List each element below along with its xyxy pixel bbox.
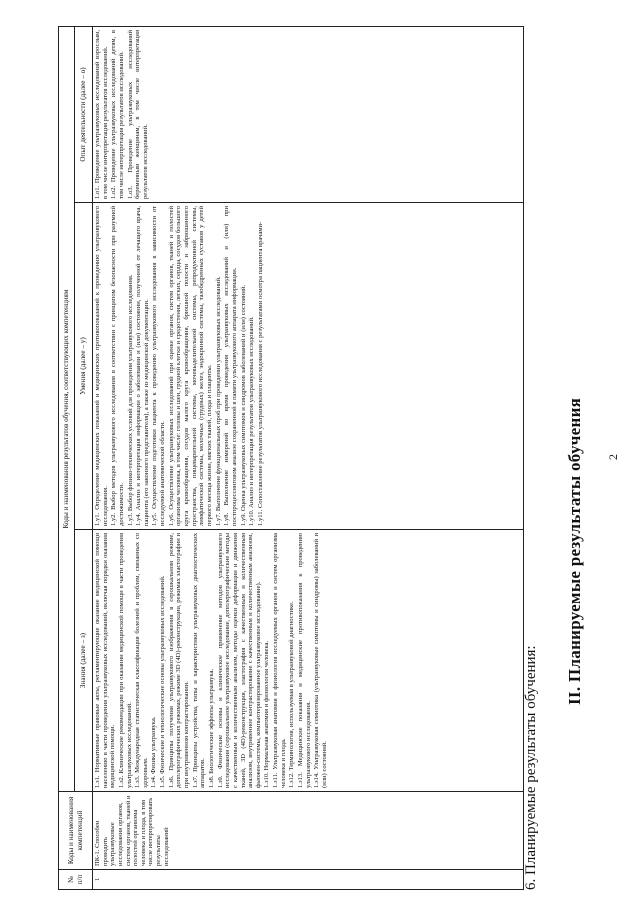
header-skills: Умения (далее – у) <box>75 203 93 530</box>
knowledge-item: 1.з12. Терминология, используемая в ультразвуковой диагностике. <box>288 601 296 788</box>
knowledge-item: 1.з11. Ультразвуковая анатомия и физиология исследуемых органов и систем организма человека и плода. <box>272 533 287 788</box>
competence-cell: ПК-1. Способен проводить ультразвуковые исследования органов, систем органов, тканей и полостей организма человека и плода, в том числе интерпретировать результаты исследований <box>93 792 524 870</box>
skill-item: 1.у9. Оценка ультразвуковых симптомов и синдромов заболеваний и (или) состояний. <box>239 284 247 526</box>
header-num: № п/п <box>59 870 93 890</box>
skill-item: 1.у10. Анализ и интерпретация результатов ультразвуковых исследований. <box>248 316 256 526</box>
skill-item: 1.у6. Осуществление ультразвуковых исследований при оценке органов, систем органов, тканей и полостей организма человека, в том числе: головы и шеи, грудной клетки и средостения, легких, сердца, сосудов большого круга кровообращения, сосудов малого круга кровообращения, брюшной полости и забрюшинного пространства, пищеварительной системы, мочевыделительной системы, репродуктивной системы, лимфатической системы, молочных (грудных) желез, эндокринной системы, тазобедренных суставов у детей первого месяца жизни, мягких тканей, плода и плаценты. <box>167 206 213 526</box>
experience-item: 1.о2. Проведение ультразвуковых исследований детям, в том числе интерпретация результатов исследований. <box>110 30 125 199</box>
skill-item: 1.у3. Выбор физико-технических условий для проведения ультразвукового исследования. <box>126 274 134 526</box>
header-outcome-codes: Коды и наименования результатов обучения, соответствующих компетенциям <box>59 27 75 792</box>
skill-item: 1.у1. Определение медицинских показаний и медицинских противопоказаний к проведению ультразвукового исследования. <box>94 206 109 526</box>
knowledge-item: 1.з7. Принципы устройства, типы и характеристики ультразвуковых диагностических аппаратов. <box>191 533 207 788</box>
knowledge-item: 1.з9. Физические основы и клиническое применение методов ультразвукового исследования (серошкальное ультразвуковое исследование, допплерографические методы с качественным и количественным анализом, методы оценки деформации и движения тканей, 3D (4D)-реконструкция, эластография с качественным и количественным анализом, внутривенное контрастирование с качественным и количественным анализом, фьюжен-системы, компьютеризированное ультразвуковое исследование). <box>216 533 262 788</box>
knowledge-item: 1.з1. Нормативные правовые акты, регламентирующие оказание медицинской помощи населению в части проведения ультразвуковых исследований, включая порядки оказания медицинской помощи. <box>94 533 117 788</box>
knowledge-cell <box>93 530 524 792</box>
experience-item: 1.о3. Проведение ультразвуковых исследований беременным женщинам, в том числе интерпретация результатов исследований. <box>126 30 149 199</box>
knowledge-item: 1.з6. Принципы получения ультразвукового изображения в серошкальном режиме, допплерографических режимах, режиме 3D (4D)-реконструкции, режимах эластографии и при внутривенном контрастировании. <box>167 533 191 788</box>
skill-item: 1.у2. Выбор методов ультразвукового исследования в соответствии с принципом безопасности при разумной достижимости. <box>110 206 125 526</box>
skill-item: 1.у8. Выполнение измерений во время проведения ультразвуковых исследований и (или) при постпроцессинговом анализе сохраненной в памяти ультразвукового аппарата информации. <box>223 206 238 526</box>
skills-cell <box>93 203 524 530</box>
skill-item: 1.у11. Сопоставление результатов ультразвукового исследования с результатами осмотра пациента врачами- <box>256 221 264 526</box>
page-number: 2 <box>606 454 620 460</box>
knowledge-item: 1.з2. Клинические рекомендации при оказании медицинской помощи в части проведения ультразвуковых исследований. <box>117 533 133 788</box>
knowledge-item: 1.з14. Ультразвуковая семиотика (ультразвуковые симптомы и синдромы) заболеваний и (или) состояний. <box>313 533 328 788</box>
experience-item: 1.о1. Проведение ультразвуковых исследований взрослым, в том числе интерпретация результатов исследований. <box>94 30 109 199</box>
table-row <box>93 27 524 890</box>
knowledge-item: 1.з10. Нормальная анатомия и физиология человека. <box>263 640 271 788</box>
skill-item: 1.у4. Анализ и интерпретация информации о заболевании и (или) состоянии, полученной от лечащего врача, пациента (его законного представителя), а также из медицинской документации. <box>135 206 150 526</box>
knowledge-item: 1.з13. Медицинские показания и медицинские противопоказания к проведению ультразвукового исследования. <box>297 533 312 788</box>
knowledge-item: 1.з5. Физические и технологические основы ультразвуковых исследований. <box>159 575 167 788</box>
skill-item: 1.у7. Выполнение функциональных проб при проведении ультразвуковых исследований. <box>214 276 222 526</box>
header-knowledge: Знания (далее – з) <box>75 530 93 792</box>
row-number: 1 <box>93 870 524 890</box>
header-experience: Опыт деятельности (далее – о) <box>75 27 93 203</box>
section-title: II. Планируемые результаты обучения <box>565 397 584 705</box>
header-competence-codes: Коды и наименования компетенций <box>59 792 93 870</box>
subsection-title: 6. Планируемые результаты обучения: <box>523 645 539 890</box>
knowledge-item: 1.з3. Международная статистическая классификация болезней и проблем, связанных со здоровьем. <box>134 533 149 788</box>
knowledge-item: 1.з4. Физика ультразвука. <box>150 716 158 788</box>
experience-cell <box>93 27 524 203</box>
learning-outcomes-table <box>58 26 524 890</box>
knowledge-item: 1.з8. Биологические эффекты ультразвука. <box>207 668 215 788</box>
skill-item: 1.у5. Осуществление подготовки пациента к проведению ультразвукового исследования в зависимости от исследуемой анатомической области. <box>151 206 167 526</box>
